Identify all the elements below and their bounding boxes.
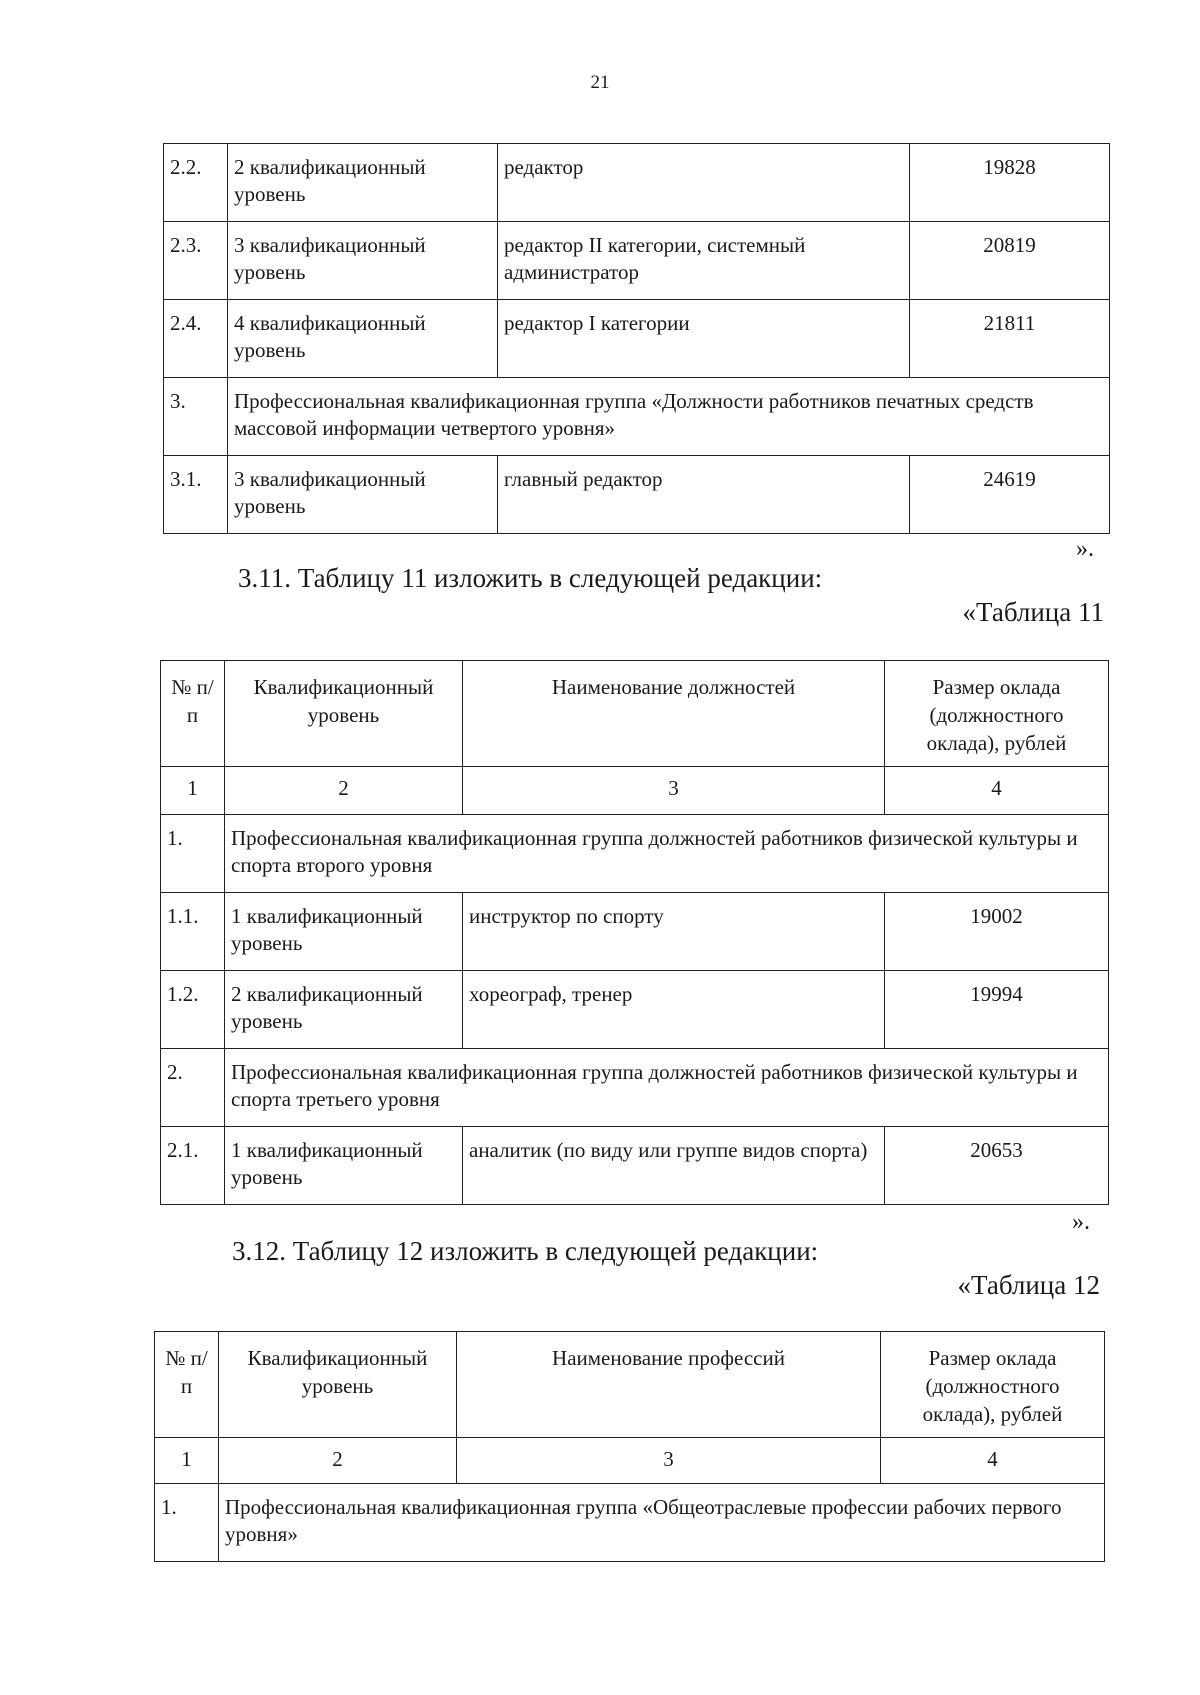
group-row: [155, 1484, 1105, 1562]
salary-table-12: [154, 1331, 1105, 1562]
section-heading-3-12: 3.12. Таблицу 12 изложить в следующей редакции:: [232, 1236, 819, 1266]
qualification-level: 3 квалификационный уровень: [228, 456, 498, 534]
closing-quote: ».: [1076, 536, 1094, 562]
row-number: 1.: [161, 815, 225, 893]
position-name: редактор I категории: [498, 300, 910, 378]
row-number: 2.: [161, 1049, 225, 1127]
table-row: [161, 971, 1109, 1049]
page-number: 21: [590, 72, 610, 93]
header-salary-size: Размер оклада (должностного оклада), рублей: [885, 661, 1109, 767]
salary-table-11: [160, 660, 1109, 1205]
table-label-12: «Таблица 12: [957, 1270, 1100, 1300]
row-number: 3.: [164, 378, 228, 456]
row-number: 2.1.: [161, 1127, 225, 1205]
section-heading-3-11: 3.11. Таблицу 11 изложить в следующей редакции:: [238, 563, 823, 593]
qualification-level: 1 квалификационный уровень: [225, 893, 463, 971]
qualification-level: 3 квалификационный уровень: [228, 222, 498, 300]
row-number: 1.: [155, 1484, 219, 1562]
column-number: 3: [457, 1438, 881, 1484]
row-number: 3.1.: [164, 456, 228, 534]
table-row: [164, 456, 1110, 534]
position-name: редактор II категории, системный администратор: [498, 222, 910, 300]
row-number: 1.1.: [161, 893, 225, 971]
table-row: [164, 144, 1110, 222]
column-number: 4: [881, 1438, 1105, 1484]
position-name: главный редактор: [498, 456, 910, 534]
salary-value: 19828: [910, 144, 1110, 222]
row-number: 2.2.: [164, 144, 228, 222]
group-row: [164, 378, 1110, 456]
group-row: [161, 1049, 1109, 1127]
position-name: редактор: [498, 144, 910, 222]
header-profession-names: Наименование профессий: [457, 1332, 881, 1438]
header-number: № п/п: [161, 661, 225, 767]
row-number: 2.4.: [164, 300, 228, 378]
header-position-names: Наименование должностей: [463, 661, 885, 767]
column-numbers-row: [161, 767, 1109, 815]
table-header-row: [155, 1332, 1105, 1438]
header-salary-size: Размер оклада (должностного оклада), рублей: [881, 1332, 1105, 1438]
table-header-row: [161, 661, 1109, 767]
table-row: [161, 1127, 1109, 1205]
table-row: [164, 300, 1110, 378]
qualification-level: 2 квалификационный уровень: [225, 971, 463, 1049]
group-row: [161, 815, 1109, 893]
position-name: инструктор по спорту: [463, 893, 885, 971]
column-number: 4: [885, 767, 1109, 815]
header-number: № п/п: [155, 1332, 219, 1438]
qualification-level: 1 квалификационный уровень: [225, 1127, 463, 1205]
qualification-level: 2 квалификационный уровень: [228, 144, 498, 222]
header-qualification-level: Квалификационный уровень: [219, 1332, 457, 1438]
column-number: 2: [225, 767, 463, 815]
salary-value: 24619: [910, 456, 1110, 534]
salary-value: 20819: [910, 222, 1110, 300]
group-title: Профессиональная квалификационная группа должностей работников физической культуры и спорта второго уровня: [225, 815, 1109, 893]
column-number: 3: [463, 767, 885, 815]
qualification-level: 4 квалификационный уровень: [228, 300, 498, 378]
column-number: 1: [161, 767, 225, 815]
salary-value: 19002: [885, 893, 1109, 971]
table-row: [161, 893, 1109, 971]
salary-value: 19994: [885, 971, 1109, 1049]
row-number: 2.3.: [164, 222, 228, 300]
header-qualification-level: Квалификационный уровень: [225, 661, 463, 767]
position-name: аналитик (по виду или группе видов спорта): [463, 1127, 885, 1205]
group-title: Профессиональная квалификационная группа должностей работников физической культуры и спорта третьего уровня: [225, 1049, 1109, 1127]
salary-table-continued: [163, 143, 1110, 534]
column-number: 1: [155, 1438, 219, 1484]
table-label-11: «Таблица 11: [962, 597, 1104, 627]
column-numbers-row: [155, 1438, 1105, 1484]
group-title: Профессиональная квалификационная группа «Общеотраслевые профессии рабочих первого уровня»: [219, 1484, 1105, 1562]
position-name: хореограф, тренер: [463, 971, 885, 1049]
row-number: 1.2.: [161, 971, 225, 1049]
closing-quote: ».: [1072, 1209, 1090, 1235]
group-title: Профессиональная квалификационная группа «Должности работников печатных средств массовой информации четвертого уровня»: [228, 378, 1110, 456]
column-number: 2: [219, 1438, 457, 1484]
salary-value: 20653: [885, 1127, 1109, 1205]
table-row: [164, 222, 1110, 300]
salary-value: 21811: [910, 300, 1110, 378]
